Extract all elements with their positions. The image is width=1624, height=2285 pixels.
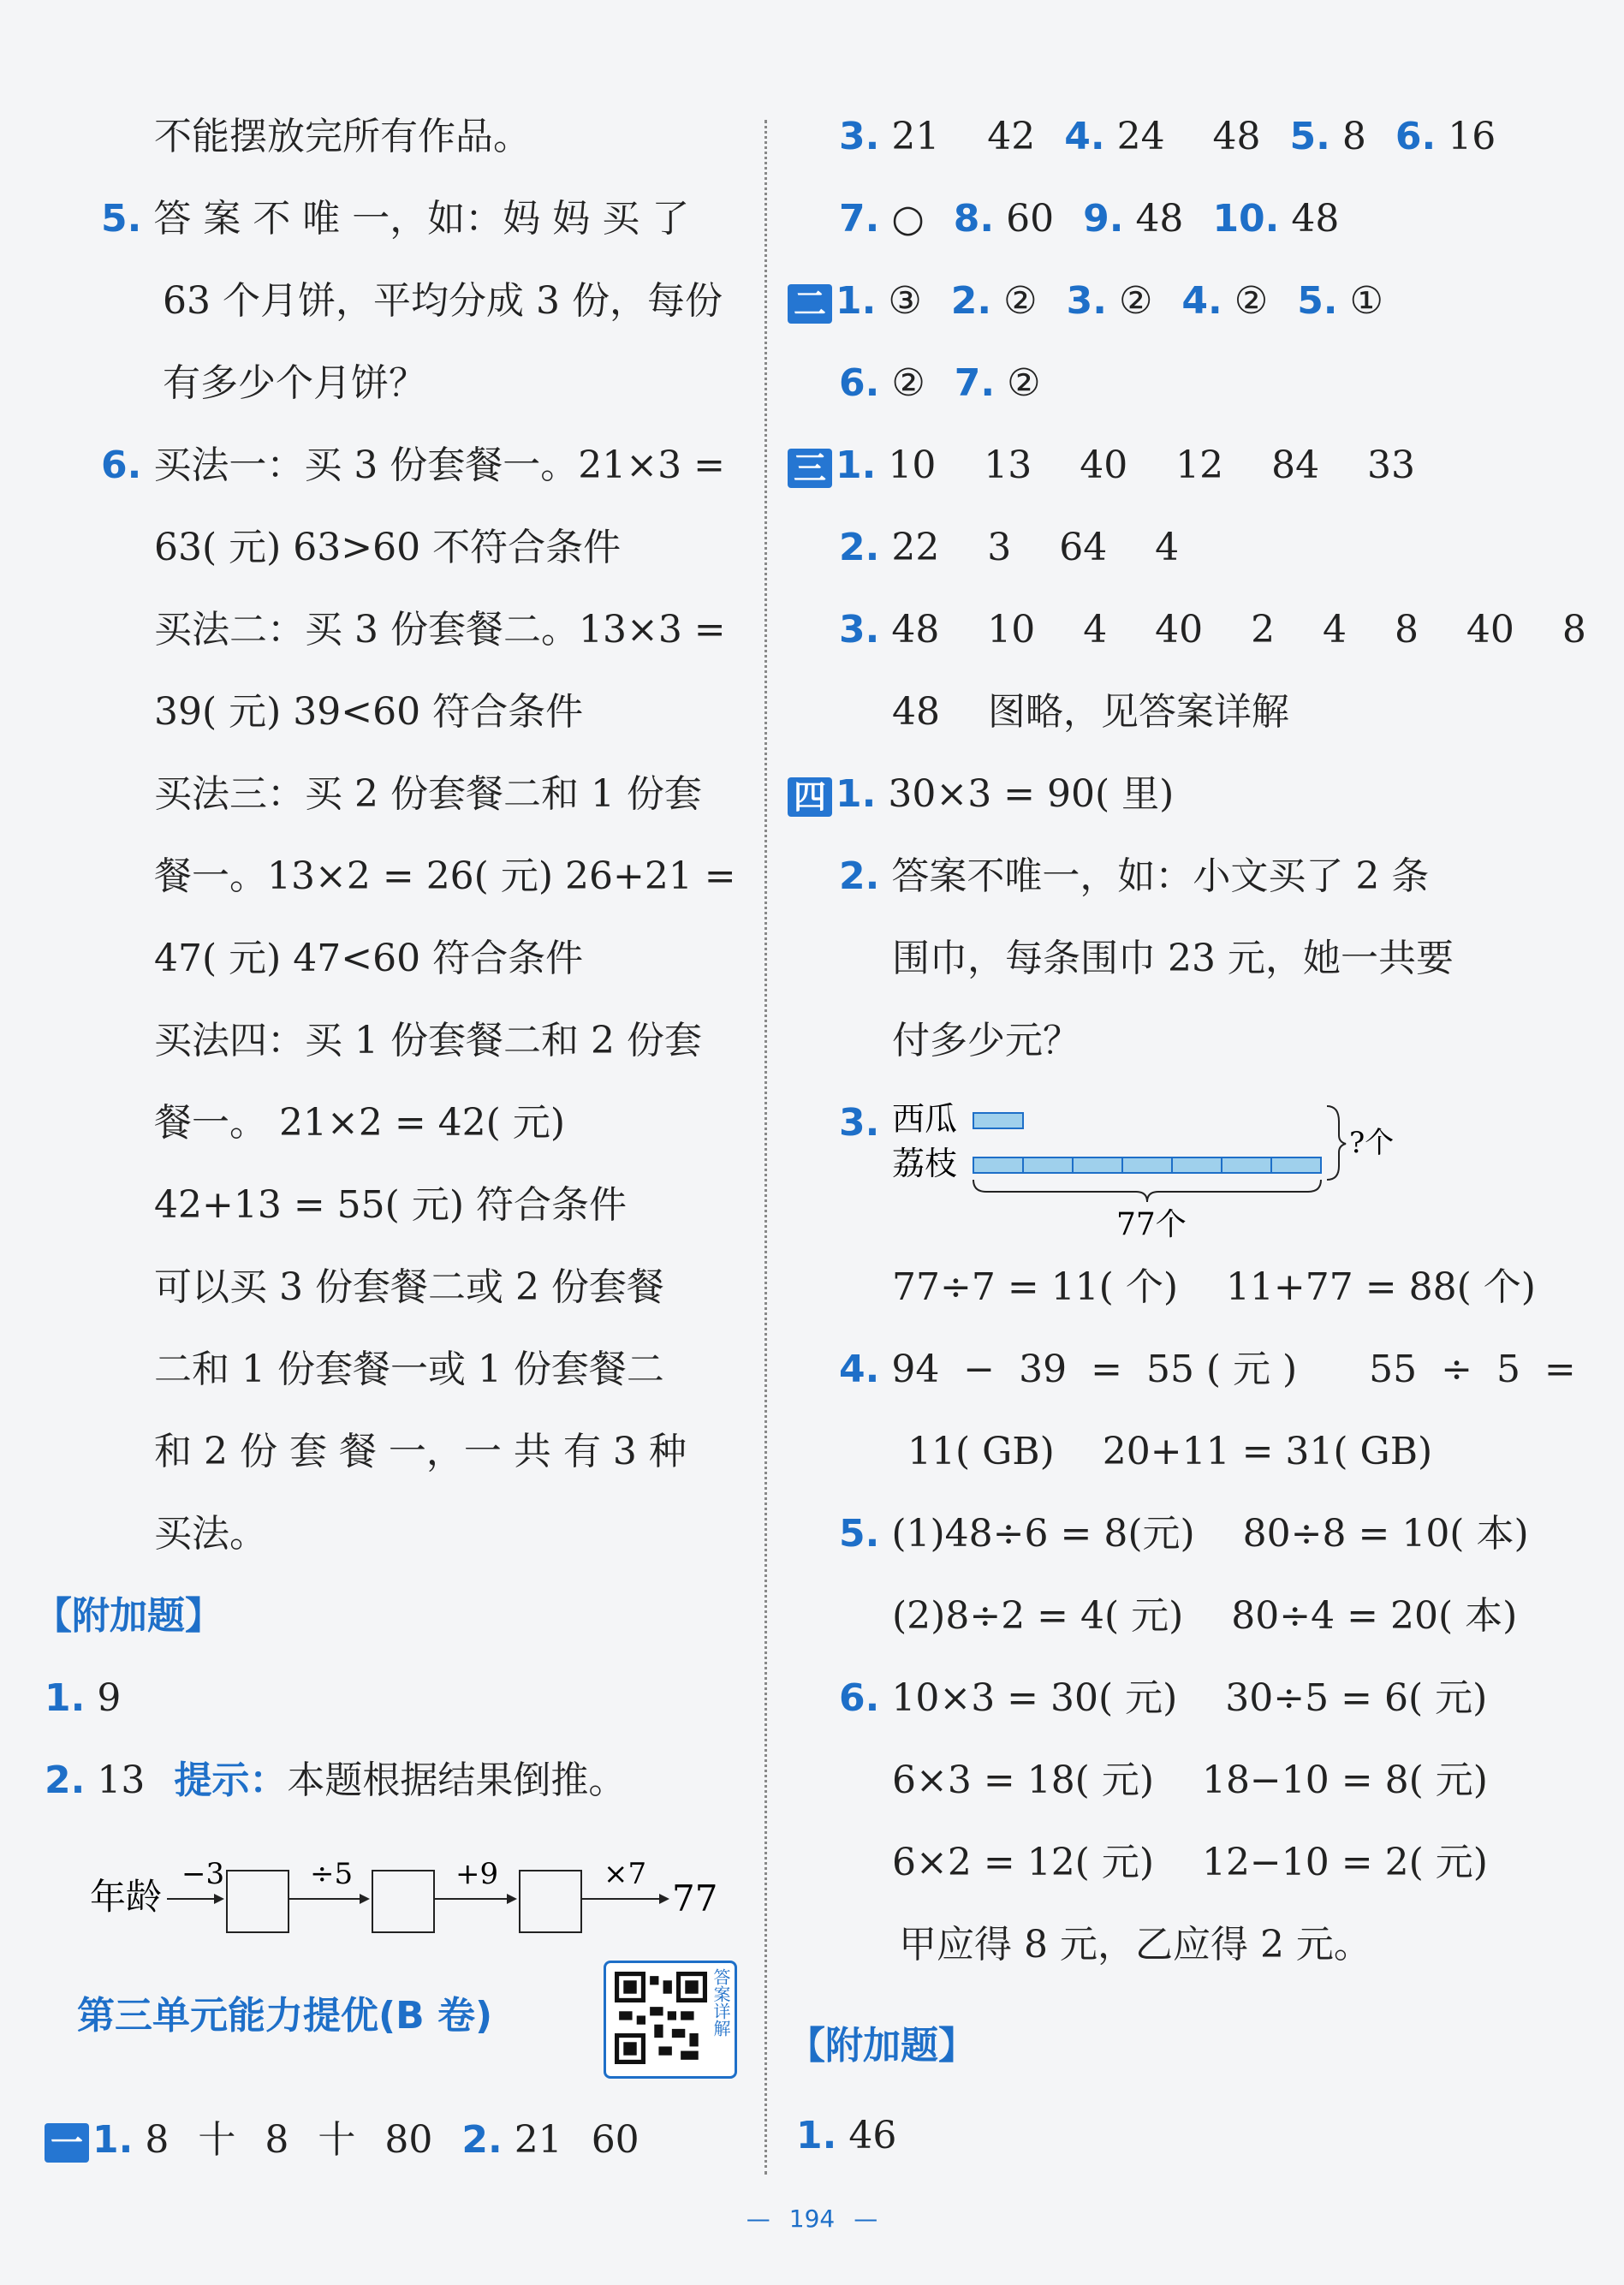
question-3-label bbox=[839, 1098, 891, 1149]
question-number: 2. bbox=[839, 526, 880, 569]
answer: 8 bbox=[265, 2118, 289, 2162]
total-brace bbox=[1327, 1106, 1346, 1180]
question-number: 1. bbox=[45, 1676, 86, 1720]
question-number: 3. bbox=[1066, 279, 1107, 323]
question-number: 6. bbox=[101, 443, 142, 487]
answer: 24 48 bbox=[1116, 115, 1261, 158]
question-number: 2. bbox=[461, 2118, 503, 2162]
answer: 21 bbox=[514, 2118, 562, 2162]
answer-row bbox=[839, 1673, 1487, 1724]
section-1-row bbox=[45, 2115, 639, 2166]
text-line: 6×2 = 12( 元) 12−10 = 2( 元) bbox=[892, 1841, 1488, 1884]
question-number: 7. bbox=[954, 361, 996, 405]
question-number: 1. bbox=[92, 2118, 134, 2162]
section-4-row bbox=[788, 769, 1174, 820]
arrow-head bbox=[360, 1894, 370, 1904]
question-number: 1. bbox=[836, 443, 877, 487]
answer-row bbox=[839, 111, 1496, 163]
text-line: 42+13 = 55( 元) 符合条件 bbox=[154, 1183, 627, 1227]
text-line: 39( 元) 39<60 符合条件 bbox=[154, 690, 584, 734]
blank-box bbox=[520, 1871, 581, 1932]
diagram-op-4: ×7 bbox=[604, 1857, 647, 1891]
answer: 48 bbox=[1291, 197, 1340, 241]
answer: 80 bbox=[384, 2118, 433, 2162]
row-label-lychee: 荔枝 bbox=[892, 1145, 958, 1182]
bonus-question-2 bbox=[45, 1755, 626, 1806]
question-number: 2. bbox=[839, 854, 880, 898]
bottom-label: 77个 bbox=[1116, 1207, 1187, 1242]
text-line: 买法一：买 3 份套餐一。21×3 = bbox=[153, 443, 726, 487]
answer-row bbox=[839, 193, 1339, 245]
question-number: 1. bbox=[836, 772, 877, 816]
question-number: 5. bbox=[101, 197, 142, 241]
answer: ② bbox=[1234, 279, 1269, 323]
watermelon-bar bbox=[973, 1113, 1023, 1128]
answer: 9 bbox=[97, 1676, 122, 1720]
bonus-question-1 bbox=[45, 1673, 121, 1724]
answer: 48 bbox=[1135, 197, 1184, 241]
answer: ○ bbox=[891, 197, 925, 241]
answer: 10 13 40 12 84 33 bbox=[888, 443, 1415, 487]
blank-box bbox=[227, 1871, 289, 1932]
text-line: 买法四：买 1 份套餐二和 2 份套 bbox=[154, 1019, 702, 1062]
question-number: 4. bbox=[1064, 115, 1105, 158]
row-label-watermelon: 西瓜 bbox=[892, 1100, 958, 1138]
unit-title: 第三单元能力提优(B 卷) bbox=[77, 1994, 493, 2038]
text-line: 可以买 3 份套餐二或 2 份套餐 bbox=[154, 1265, 664, 1309]
answer: 22 3 64 4 bbox=[891, 526, 1180, 569]
text-line: 围巾，每条围巾 23 元，她一共要 bbox=[892, 937, 1454, 980]
question-number: 2. bbox=[45, 1758, 86, 1802]
answer: 60 bbox=[1006, 197, 1055, 241]
text-line: 付多少元？ bbox=[892, 1019, 1080, 1062]
qr-code-icon bbox=[615, 1972, 707, 2064]
answer: 8 bbox=[1341, 115, 1366, 158]
text-line: 餐一。13×2 = 26( 元) 26+21 = bbox=[154, 854, 736, 898]
diagram-op-2: ÷5 bbox=[310, 1857, 354, 1891]
question-number: 4. bbox=[839, 1348, 880, 1391]
qr-code-badge[interactable] bbox=[604, 1961, 737, 2079]
text-line: 63( 元) 63>60 不符合条件 bbox=[154, 526, 622, 569]
answer: 21 42 bbox=[891, 115, 1036, 158]
question-number: 3. bbox=[839, 608, 880, 652]
question-number: 6. bbox=[839, 361, 880, 405]
text-line: 答 案 不 唯 一，如：妈 妈 买 了 bbox=[153, 197, 690, 241]
question-number: 6. bbox=[1395, 115, 1437, 158]
question-number: 5. bbox=[1297, 279, 1338, 323]
diagram-result: 77 bbox=[672, 1877, 718, 1919]
column-divider bbox=[764, 120, 767, 2175]
section-marker: 二 bbox=[788, 284, 832, 324]
text-line: 买法。 bbox=[154, 1512, 267, 1556]
text-line: 答案不唯一，如：小文买了 2 条 bbox=[891, 854, 1430, 898]
text-line: 买法三：买 2 份套餐二和 1 份套 bbox=[154, 772, 702, 816]
answer: 30×3 = 90( 里) bbox=[888, 772, 1175, 816]
total-label: ?个 bbox=[1349, 1126, 1395, 1160]
question-number: 4. bbox=[1181, 279, 1222, 323]
page-number: 194 bbox=[788, 2205, 836, 2233]
answer: 十 bbox=[198, 2118, 236, 2162]
text-line: 48 图略，见答案详解 bbox=[892, 690, 1289, 734]
section-3-row bbox=[788, 440, 1415, 491]
text-line: 11( GB) 20+11 = 31( GB) bbox=[907, 1430, 1433, 1473]
section-marker: 一 bbox=[45, 2123, 89, 2163]
question-number: 1. bbox=[796, 2114, 837, 2157]
question-number: 10. bbox=[1212, 197, 1280, 241]
text-line: 47( 元) 47<60 符合条件 bbox=[154, 937, 584, 980]
question-number: 1. bbox=[836, 279, 877, 323]
answer: 十 bbox=[318, 2118, 356, 2162]
text-line: 买法二：买 3 份套餐二。13×3 = bbox=[154, 608, 726, 652]
answer-row bbox=[839, 1508, 1529, 1560]
page-footer bbox=[0, 2205, 1624, 2233]
bottom-brace bbox=[973, 1180, 1321, 1202]
hint-text: 本题根据结果倒推。 bbox=[287, 1758, 627, 1802]
answer: 8 bbox=[145, 2118, 170, 2162]
answer: ② bbox=[891, 361, 925, 405]
answer: 48 10 4 40 2 4 8 40 8 bbox=[891, 608, 1586, 652]
text-line: 和 2 份 套 餐 一，一 共 有 3 种 bbox=[154, 1430, 687, 1473]
answer-row bbox=[839, 1344, 1576, 1395]
text-line: 77÷7 = 11( 个) 11+77 = 88( 个) bbox=[892, 1265, 1536, 1309]
lychee-bar bbox=[973, 1157, 1321, 1173]
question-number: 9. bbox=[1083, 197, 1124, 241]
question-number: 3. bbox=[839, 1101, 880, 1145]
question-number: 6. bbox=[839, 1676, 880, 1720]
answer: ② bbox=[1007, 361, 1041, 405]
question-6 bbox=[101, 440, 725, 491]
answer-row bbox=[839, 522, 1179, 574]
bonus-question-1 bbox=[796, 2110, 896, 2162]
text-line: 63 个月饼，平均分成 3 份，每份 bbox=[163, 279, 723, 323]
section-marker: 三 bbox=[788, 449, 832, 488]
text-line: 甲应得 8 元，乙应得 2 元。 bbox=[899, 1923, 1371, 1967]
question-5 bbox=[101, 193, 689, 245]
text-line: (1)48÷6 = 8(元) 80÷8 = 10( 本) bbox=[891, 1512, 1529, 1556]
diagram-op-3: +9 bbox=[455, 1857, 499, 1891]
diagram-start-label: 年龄 bbox=[90, 1876, 163, 1918]
bonus-title: 【附加题】 bbox=[788, 2024, 976, 2068]
qr-code-label: 答案详解 bbox=[711, 1968, 731, 2037]
dash: — bbox=[854, 2205, 878, 2233]
answer-row bbox=[839, 851, 1429, 902]
text-line: (2)8÷2 = 4( 元) 80÷4 = 20( 本) bbox=[892, 1594, 1518, 1638]
answer-row bbox=[839, 604, 1586, 656]
question-number: 3. bbox=[839, 115, 880, 158]
blank-box bbox=[372, 1871, 434, 1932]
answer: ① bbox=[1349, 279, 1383, 323]
question-number: 7. bbox=[839, 197, 880, 241]
diagram-op-1: −3 bbox=[181, 1857, 225, 1891]
hint-label: 提示： bbox=[174, 1758, 288, 1802]
text-line: 94 − 39 = 55 ( 元 ) 55 ÷ 5 = bbox=[891, 1348, 1576, 1391]
reverse-calculation-diagram bbox=[86, 1841, 770, 1943]
answer-row bbox=[839, 358, 1041, 409]
text-line: 二和 1 份套餐一或 1 份套餐二 bbox=[154, 1348, 664, 1391]
text-line: 10×3 = 30( 元) 30÷5 = 6( 元) bbox=[891, 1676, 1488, 1720]
bar-model-diagram bbox=[892, 1096, 1395, 1242]
question-number: 5. bbox=[839, 1512, 880, 1556]
answer: 13 bbox=[97, 1758, 146, 1802]
text-line: 不能摆放完所有作品。 bbox=[154, 115, 531, 158]
question-number: 2. bbox=[950, 279, 992, 323]
dash: — bbox=[746, 2205, 770, 2233]
answer: ③ bbox=[888, 279, 922, 323]
text-line: 餐一。 21×2 = 42( 元) bbox=[154, 1101, 565, 1145]
text-line: 6×3 = 18( 元) 18−10 = 8( 元) bbox=[892, 1758, 1488, 1802]
text-line: 有多少个月饼？ bbox=[163, 361, 426, 405]
section-marker: 四 bbox=[788, 777, 832, 817]
arrow-head bbox=[507, 1894, 517, 1904]
section-2-row bbox=[788, 276, 1383, 327]
answer: 16 bbox=[1448, 115, 1496, 158]
answer: 60 bbox=[591, 2118, 639, 2162]
arrow-head bbox=[214, 1894, 224, 1904]
bonus-title: 【附加题】 bbox=[34, 1594, 223, 1638]
answer: ② bbox=[1003, 279, 1038, 323]
question-number: 5. bbox=[1289, 115, 1330, 158]
question-number: 8. bbox=[953, 197, 995, 241]
answer: ② bbox=[1118, 279, 1153, 323]
answer: 46 bbox=[848, 2114, 897, 2157]
arrow-head bbox=[659, 1894, 669, 1904]
